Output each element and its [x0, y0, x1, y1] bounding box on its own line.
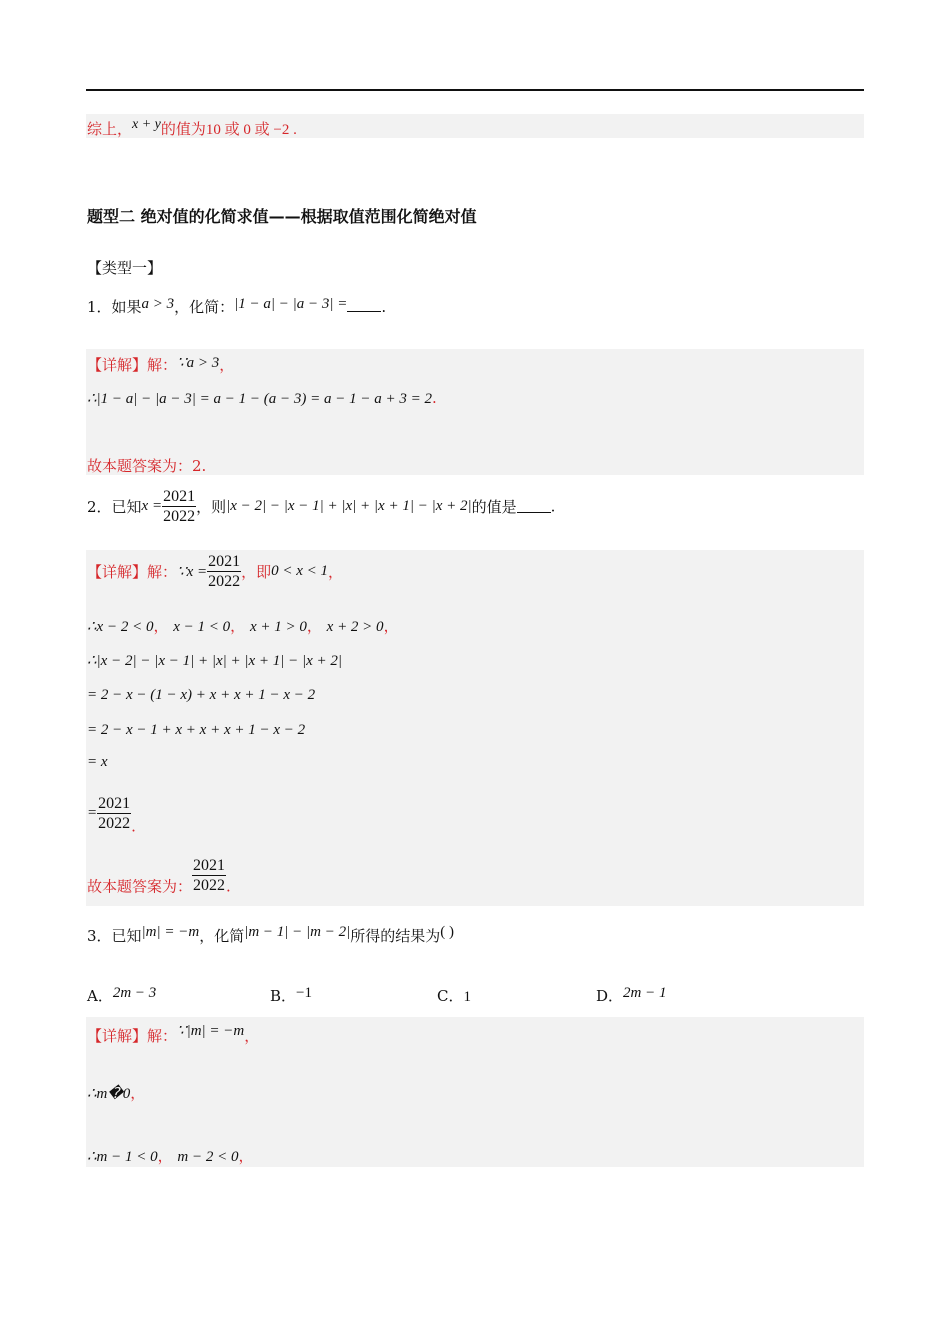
- a3-because: ∵|m| = −m: [177, 1023, 245, 1039]
- option-b-letter: B．: [270, 987, 297, 1005]
- a2-sep-3: ，: [306, 617, 322, 635]
- a2-s1b: x − 1 < 0: [173, 619, 231, 635]
- a1-therefore: ∴|1 − a| − |a − 3| = a − 1 − (a − 3) = a − 1 − a + 3 = 2: [87, 391, 432, 407]
- a3-line-3: [87, 1145, 254, 1166]
- a3-l3-comma-2: ，: [238, 1147, 254, 1165]
- q2-frac-num: 2021: [163, 488, 196, 505]
- a3-l3b: m − 2 < 0: [177, 1149, 239, 1165]
- q3-mid: ，化简: [199, 927, 245, 945]
- a2-frac-den: 2022: [208, 573, 241, 590]
- q1-prefix: 1．如果: [87, 298, 142, 316]
- a2-s6-den: 2022: [98, 815, 131, 832]
- option-d-value: 2m − 1: [623, 985, 667, 1001]
- a2-step-4: = 2 − x − 1 + x + x + x + 1 − x − 2: [87, 722, 306, 738]
- header-rule: [86, 89, 864, 91]
- option-a-value: 2m − 3: [112, 985, 157, 1001]
- a2-s6-eq: =: [87, 805, 98, 821]
- a2-s6-dot: .: [131, 817, 136, 836]
- a2-final-num: 2021: [193, 857, 226, 874]
- a2-step-3: = 2 − x − (1 − x) + x + x + 1 − x − 2: [87, 687, 316, 703]
- q1-expression: |1 − a| − |a − 3| =: [234, 296, 348, 312]
- a2-frac-num: 2021: [208, 553, 241, 570]
- a2-ji: ，即: [241, 563, 272, 581]
- a2-final: [87, 856, 231, 897]
- a1-line-2: [87, 389, 437, 408]
- option-c-value: 1: [463, 989, 471, 1005]
- q1-answer-blank: [347, 299, 381, 312]
- a3-tag: 【详解】: [87, 1027, 148, 1045]
- option-a[interactable]: [87, 985, 156, 1006]
- option-c-letter: C．: [437, 987, 464, 1005]
- conclusion-values: 10 或 0 或 −2 .: [205, 122, 297, 138]
- a2-step-1: [87, 615, 399, 636]
- q2-period: .: [550, 497, 556, 516]
- a2-jie: 解：: [147, 563, 178, 581]
- conclusion-prefix: 综上，: [87, 120, 133, 138]
- a2-final-fraction: [192, 856, 226, 895]
- a1-final: 故本题答案为：2.: [87, 457, 207, 475]
- a3-l2-comma: ，: [130, 1084, 146, 1102]
- a2-s1c: x + 1 > 0: [249, 619, 307, 635]
- a2-comma: ，: [328, 563, 344, 581]
- a2-s1a: ∴x − 2 < 0: [87, 619, 154, 635]
- option-b[interactable]: [270, 985, 312, 1006]
- q3-paren: ( ): [440, 924, 455, 940]
- a2-step-2: ∴|x − 2| − |x − 1| + |x| + |x + 1| − |x + 2|: [87, 653, 343, 669]
- a3-l3a: ∴m − 1 < 0: [87, 1149, 158, 1165]
- question-1: [87, 296, 386, 317]
- a2-sep-1: ，: [153, 617, 169, 635]
- q1-end: .: [381, 298, 387, 316]
- a2-final-dot: .: [226, 877, 231, 896]
- a2-sep-2: ，: [230, 617, 246, 635]
- option-a-letter: A．: [87, 987, 113, 1005]
- a2-sep-4: ，: [383, 617, 399, 635]
- a1-jie: 解：: [147, 356, 178, 374]
- q1-mid: ，化简：: [174, 298, 235, 316]
- a2-step-5: = x: [87, 754, 108, 770]
- option-b-value: −1: [296, 985, 312, 1001]
- a2-fraction: [207, 552, 241, 591]
- a2-final-den: 2022: [193, 877, 226, 894]
- a1-comma: ，: [219, 356, 235, 374]
- a1-line-1: [87, 354, 234, 375]
- q2-prefix: 2．已知: [87, 498, 142, 516]
- a3-line-2: [87, 1082, 145, 1103]
- q2-expression: |x − 2| − |x − 1| + |x| + |x + 1| − |x + 2|: [226, 498, 472, 514]
- a1-because: ∵a > 3: [177, 355, 220, 371]
- a1-dot: .: [432, 389, 437, 407]
- q2-mid: ，则: [196, 498, 227, 516]
- a2-s1d: x + 2 > 0: [326, 619, 384, 635]
- q3-condition: |m| = −m: [141, 924, 200, 940]
- a3-line-1: [87, 1025, 259, 1046]
- q2-fraction: [162, 487, 196, 526]
- a2-final-prefix: 故本题答案为：: [87, 877, 193, 896]
- q3-expression: |m − 1| − |m − 2|: [244, 924, 351, 940]
- q3-prefix: 3．已知: [87, 927, 142, 945]
- a2-s6-num: 2021: [98, 795, 131, 812]
- option-c[interactable]: [437, 985, 471, 1006]
- a3-l3-comma-1: ，: [157, 1147, 173, 1165]
- option-d[interactable]: [596, 985, 667, 1006]
- a2-tag: 【详解】: [87, 563, 148, 581]
- q2-x-eq: x =: [141, 498, 163, 514]
- a3-jie: 解：: [147, 1027, 178, 1045]
- q2-frac-den: 2022: [163, 508, 196, 525]
- a2-because: ∵x =: [177, 564, 208, 580]
- a2-s6-fraction: [97, 794, 131, 833]
- q2-end: 的值是: [471, 498, 517, 516]
- conclusion-mid: 的值为: [160, 120, 206, 138]
- q1-condition: a > 3: [141, 296, 175, 312]
- a3-l2: ∴m�0: [87, 1086, 131, 1102]
- conclusion-line: [87, 118, 297, 139]
- option-d-letter: D．: [596, 987, 624, 1005]
- a2-range: 0 < x < 1: [271, 563, 329, 579]
- q3-end: 所得的结果为: [350, 927, 441, 945]
- type-label: 【类型一】: [87, 259, 163, 277]
- question-2: [87, 487, 555, 526]
- section-heading: 题型二 绝对值的化简求值——根据取值范围化简绝对值: [87, 207, 477, 226]
- q2-answer-blank: [517, 500, 551, 513]
- conclusion-expr: x + y: [132, 117, 161, 132]
- a3-comma: ，: [244, 1027, 260, 1045]
- a1-tag: 【详解】: [87, 356, 148, 374]
- question-3: [87, 925, 454, 946]
- a2-step-6: [87, 794, 136, 836]
- a2-line-1: [87, 552, 343, 591]
